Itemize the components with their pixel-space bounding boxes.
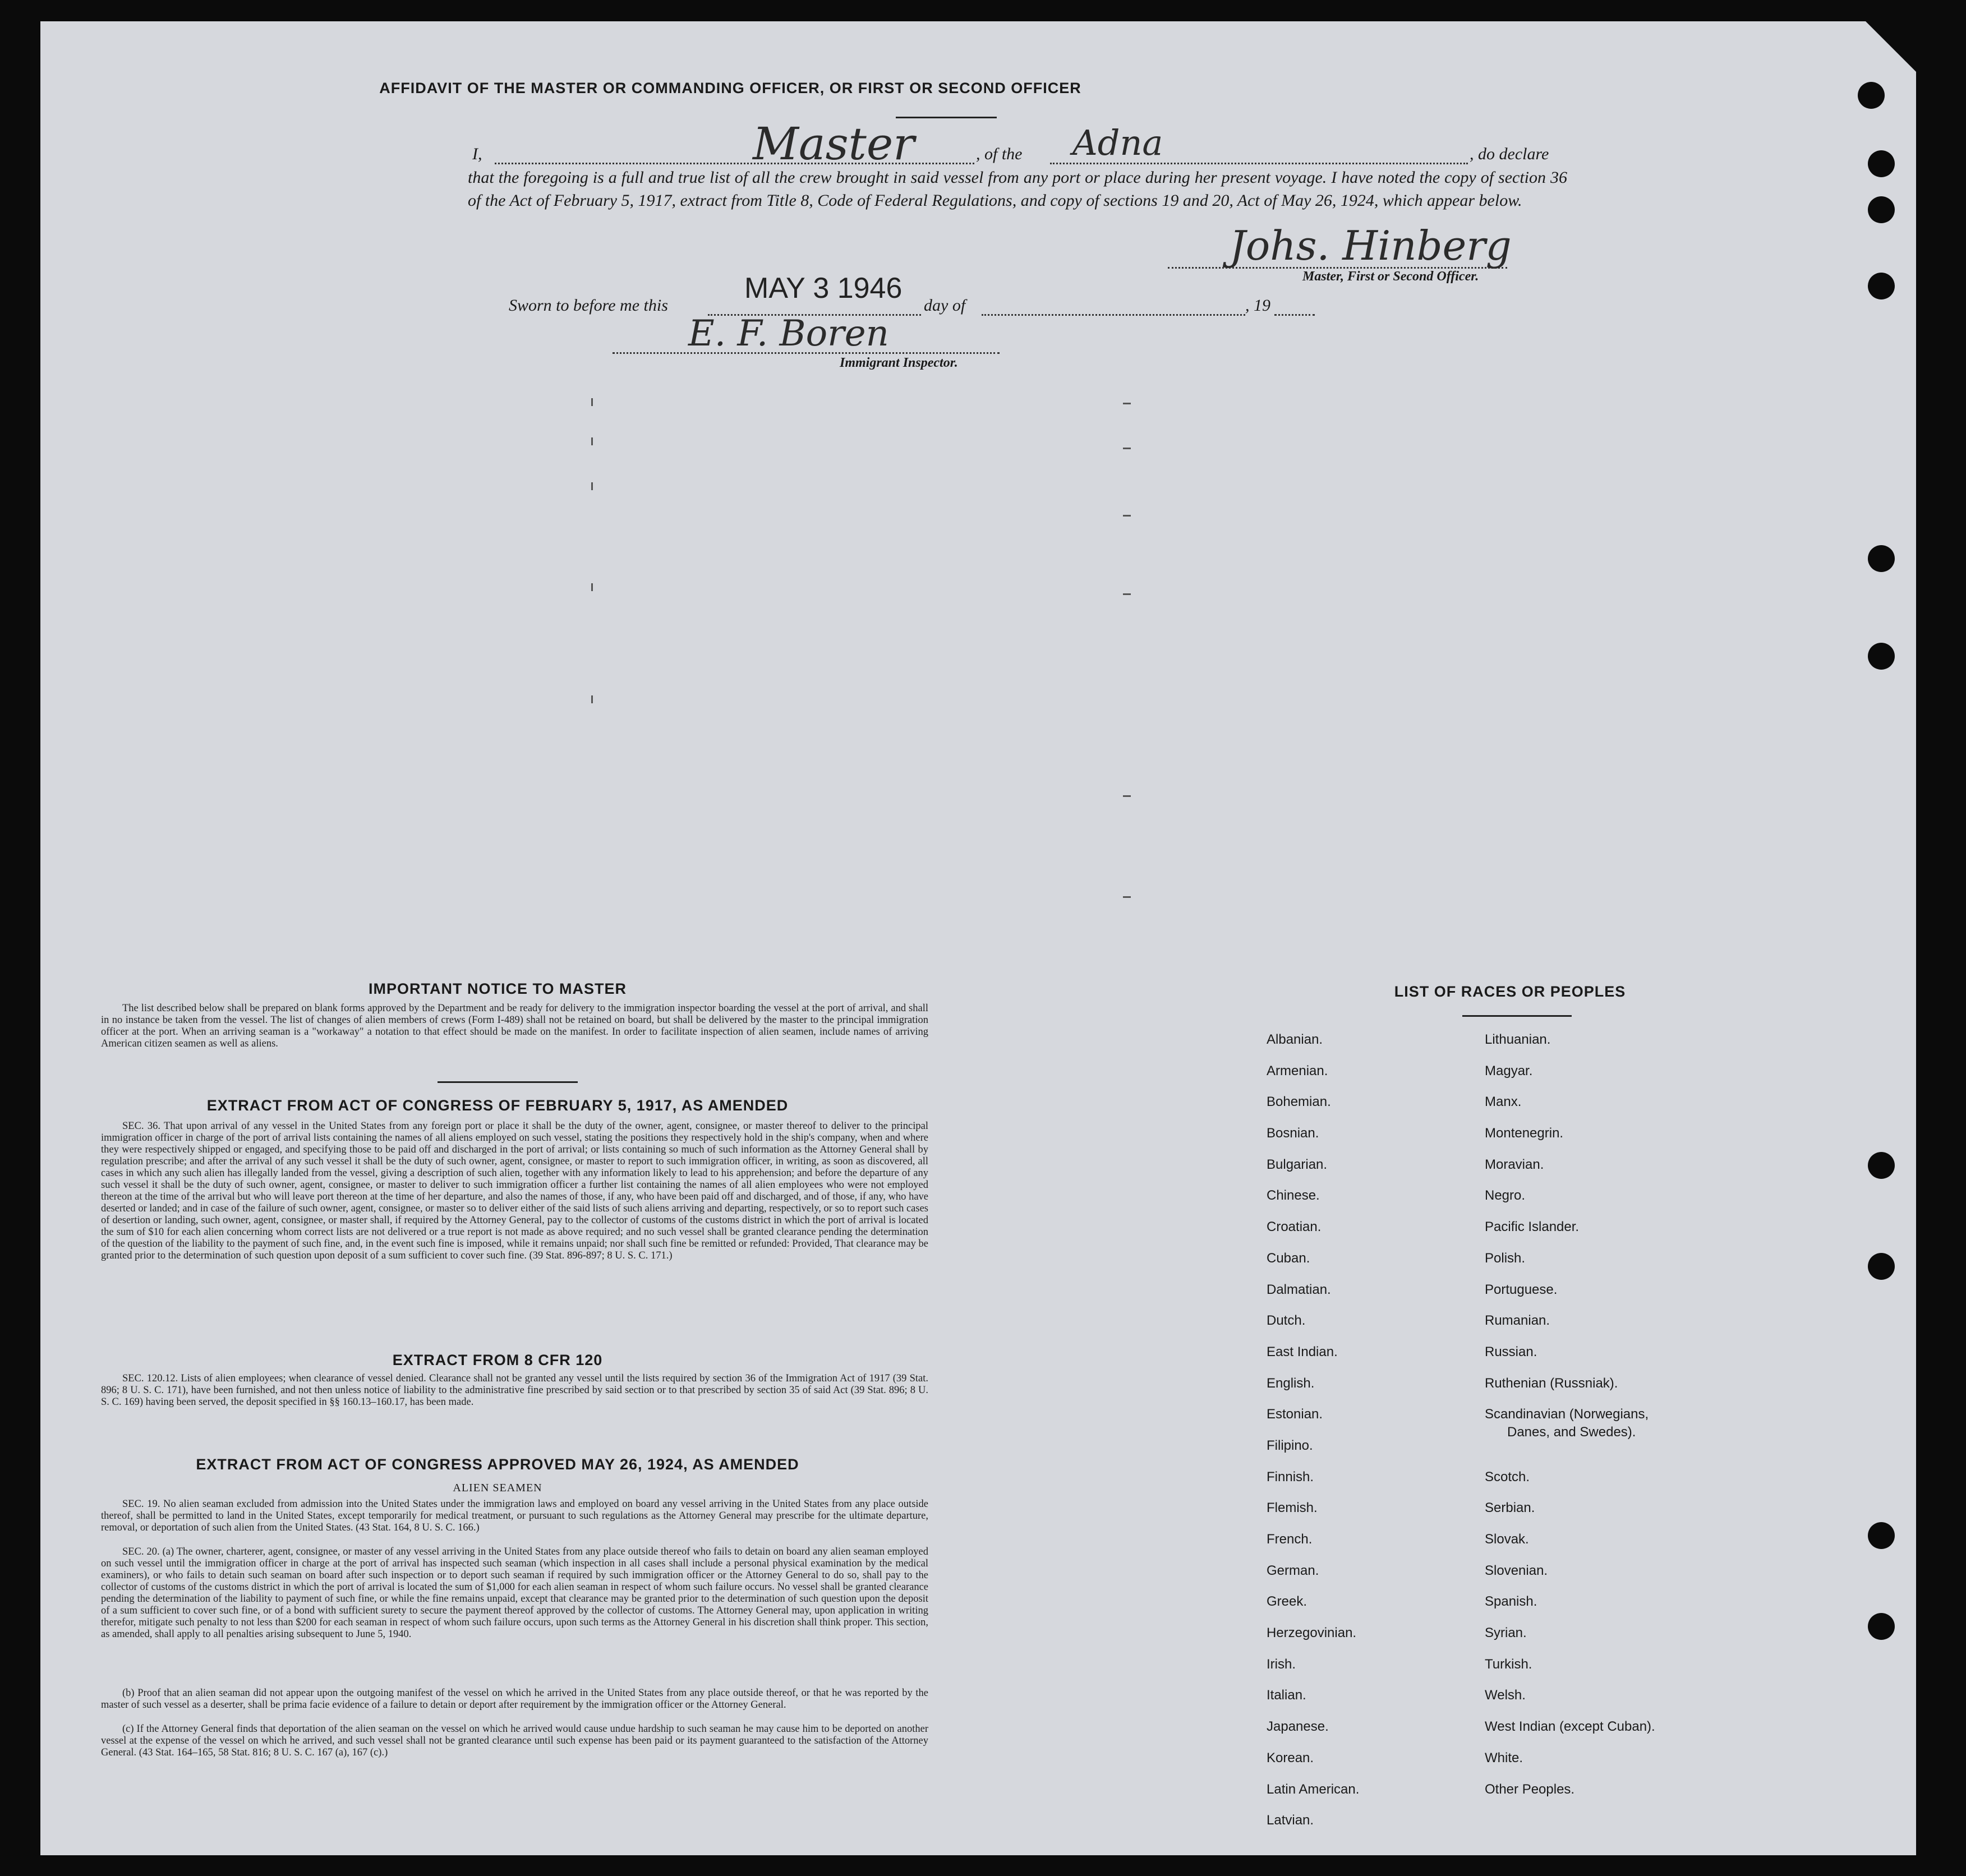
race-item: Serbian. bbox=[1485, 1500, 1535, 1516]
extract-1924-subtitle: ALIEN SEAMEN bbox=[453, 1482, 542, 1494]
race-item: Dalmatian. bbox=[1267, 1282, 1331, 1297]
affidavit-body: that the foregoing is a full and true list of all the crew brought in said vessel from any port or place during her present voyage. I have noted the copy of section 36 of the Act of February 5, 1917, extract from Title 8, Code of Federal Regulations, and copy of sections 19 and 20, Act of May 26, 1924, which appear below. bbox=[468, 168, 1567, 210]
extract-1917-text: SEC. 36. That upon arrival of any vessel in the United States from any foreign port or place it shall be the duty of the owner, agent, consignee, or master thereof to deliver to the principal immigration officer in charge of the port of arrival lists containing the names of all aliens employed on such vessel, stating the positions they respectively hold in the ship's company, when and where they were respectively shipped or engaged, and specifying those to be paid off and discharged in the port of arrival; or lists containing so much of such information as the Attorney General shall by regulation prescribe; and after the arrival of any such vessel it shall be the duty of such owner, agent, consignee, or master to report to such immigration officer, in writing, as soon as discovered, all cases in which any such alien has illegally landed from the vessel, giving a description of such alien, together with any information likely to lead to his apprehension; and before the departure of any such vessel it shall be the duty of such owner, agent, consignee, or master to deliver to such immigration officer a further list containing the names of all alien employees who were not employed thereon at the time of the arrival but who will leave port thereon at the time of her departure, and also the names of those, if any, who have been paid off and discharged, and of those, if any, who have deserted or landed; and in case of the failure of such owner, agent, consignee, or master so to deliver either of the said lists of such aliens arriving and departing, respectively, or so to report such cases of desertion or landing, such owner, agent, consignee, or master shall, if required by the Attorney General, pay to the collector of customs of the customs district in which the port of arrival is located the sum of $10 for each alien concerning whom correct lists are not delivered or a true report is not made as above required; and no such vessel shall be granted clearance pending the determination of the question of the liability to the payment of such fine, and, in the event such fine is imposed, while it remains unpaid; nor shall such fine be remitted or refunded: Provided, That clearance may be granted prior to the determination of such question upon deposit of a sum sufficient to cover such fine. (39 Stat. 896-897; 8 U. S. C. 171.) bbox=[101, 1121, 929, 1261]
race-item: Slovenian. bbox=[1485, 1562, 1548, 1578]
handwritten-vessel: Adna bbox=[1072, 122, 1163, 163]
races-title: LIST OF RACES OR PEOPLES bbox=[1394, 983, 1626, 1000]
race-item: Moravian. bbox=[1485, 1156, 1544, 1172]
extract-1924-sec20a: SEC. 20. (a) The owner, charterer, agent, consignee, or master of any vessel arriving in the United States from any place outside thereof who fails to detain on board any alien seaman employed on such vessel until the immigration officer in charge at the port of arrival has inspected such seaman (which inspection in all cases shall include a personal physical examination by the medical examiners), or who fails to detain such seaman on board after such inspection or to deport such seaman if required by such immigration officer or the Attorney General to do so, shall pay to the collector of customs of the customs district in which the port of arrival is located the sum of $1,000 for each alien seaman in respect of whom such failure occurs. No vessel shall be granted clearance pending the determination of the liability to payment of such fine, or while the fine remains unpaid, except that clearance may be granted prior to the determination of such question upon the deposit of a sum sufficient to cover such fine, or of a bond with sufficient surety to secure the payment thereof approved by the collector of customs. The Attorney General may, upon application in writing therefor, mitigate such penalty to not less than $200 for each seaman in respect of whom such failure occurs, upon such terms as the Attorney General in his discretion shall think proper. This section, as amended, shall apply to all penalties arising subsequent to June 5, 1940. bbox=[101, 1546, 928, 1640]
race-item: Bohemian. bbox=[1267, 1094, 1331, 1110]
race-item: Irish. bbox=[1267, 1656, 1296, 1672]
race-item: Latvian. bbox=[1267, 1813, 1314, 1828]
race-item: Magyar. bbox=[1485, 1063, 1533, 1078]
handwritten-rank: Master bbox=[753, 118, 915, 170]
punch-hole bbox=[1868, 1152, 1895, 1179]
faint-dash bbox=[1123, 795, 1131, 797]
extract-1917-title: EXTRACT FROM ACT OF CONGRESS OF FEBRUARY 5, 1917, AS AMENDED bbox=[206, 1097, 789, 1114]
notice-title: IMPORTANT NOTICE TO MASTER bbox=[369, 980, 627, 997]
race-item: Syrian. bbox=[1485, 1625, 1527, 1641]
race-item: Slovak. bbox=[1485, 1532, 1529, 1547]
punch-hole bbox=[1868, 273, 1895, 299]
race-item: Italian. bbox=[1267, 1688, 1306, 1703]
extract-1924-title: EXTRACT FROM ACT OF CONGRESS APPROVED MAY 26, 1924, AS AMENDED bbox=[196, 1456, 799, 1473]
faint-tick bbox=[591, 482, 593, 490]
race-item: Greek. bbox=[1267, 1594, 1307, 1610]
inspector-caption: Immigrant Inspector. bbox=[840, 356, 958, 370]
punch-hole bbox=[1868, 196, 1895, 223]
race-item: East Indian. bbox=[1267, 1344, 1338, 1359]
race-item: Filipino. bbox=[1267, 1437, 1313, 1453]
race-item: Latin American. bbox=[1267, 1781, 1360, 1797]
race-item: Bosnian. bbox=[1267, 1126, 1319, 1141]
race-item: Montenegrin. bbox=[1485, 1126, 1564, 1141]
race-item: Cuban. bbox=[1267, 1250, 1310, 1266]
race-item: Russian. bbox=[1485, 1344, 1537, 1359]
sworn-month-line bbox=[982, 314, 1245, 316]
sworn-year: , 19 bbox=[1245, 296, 1270, 315]
race-item: Scandinavian (Norwegians, bbox=[1485, 1407, 1649, 1422]
extract-8cfr-text: SEC. 120.12. Lists of alien employees; when clearance of vessel denied. Clearance shall not be granted any vessel until the lists required by section 36 of the Immigration Act of 1917 (39 Stat. 896; 8 U. S. C. 171), have been furnished, and not then unless notice of liability to the administrative fine prescribed by said section or to that prescribed by section 35 of said Act (39 Stat. 896; 8 U. S. C. 169) having been served, the deposit specified in §§ 160.13–160.17, has been made. bbox=[101, 1373, 928, 1408]
races-left-column bbox=[1267, 1031, 1359, 1843]
race-item: Japanese. bbox=[1267, 1719, 1329, 1735]
affidavit-title: AFFIDAVIT OF THE MASTER OR COMMANDING OFFICER, OR FIRST OR SECOND OFFICER bbox=[379, 80, 1081, 96]
faint-dash bbox=[1123, 448, 1131, 449]
punch-hole bbox=[1868, 1522, 1895, 1549]
inspector-signature: E. F. Boren bbox=[688, 313, 889, 354]
extract-1924-sec20c: (c) If the Attorney General finds that deportation of the alien seaman on the vessel on which he arrived would cause undue hardship to such seaman he may cause him to be deported on another vessel at the expense of the vessel on which he arrived, and such vessel shall not be granted clearance until such expense has been paid or its payment guaranteed to the satisfaction of the Attorney General. (43 Stat. 164–165, 58 Stat. 816; 8 U. S. C. 167 (a), 167 (c).) bbox=[101, 1723, 928, 1758]
race-item: Ruthenian (Russniak). bbox=[1485, 1375, 1618, 1391]
race-item: Armenian. bbox=[1267, 1063, 1328, 1078]
race-item: Bulgarian. bbox=[1267, 1156, 1328, 1172]
punch-hole bbox=[1868, 1613, 1895, 1640]
faint-dash bbox=[1123, 515, 1131, 517]
race-item: Spanish. bbox=[1485, 1594, 1537, 1610]
notice-text: The list described below shall be prepared on blank forms approved by the Department and be ready for delivery to the immigration inspector boarding the vessel at the port of arrival, and shall in no instance be taken from the vessel. The list of changes of alien members of crews (Form I-489) shall not be retained on board, but shall be delivered by the master to the principal immigration officer at the port. When an arriving seaman is a "workaway" a notation to that effect should be made on the manifest. In order to facilitate inspection of alien seamen, include names of arriving American citizen seamen as well as aliens. bbox=[101, 1003, 928, 1049]
affidavit-of-the: , of the bbox=[976, 145, 1023, 163]
race-item: Portuguese. bbox=[1485, 1282, 1558, 1297]
race-item: Flemish. bbox=[1267, 1500, 1318, 1516]
extract-1924-sec20b: (b) Proof that an alien seaman did not appear upon the outgoing manifest of the vessel on which he arrived in the United States from any place outside thereof, or that he was reported by the master of such vessel as a deserter, shall be prima facie evidence of a failure to detain or deport after requirement by the immigration officer or the Attorney General. bbox=[101, 1688, 928, 1711]
race-item: Albanian. bbox=[1267, 1032, 1323, 1047]
race-item: English. bbox=[1267, 1375, 1315, 1391]
race-item: Korean. bbox=[1267, 1750, 1314, 1766]
race-item: Herzegovinian. bbox=[1267, 1625, 1357, 1641]
extract-8cfr-title: EXTRACT FROM 8 CFR 120 bbox=[392, 1352, 603, 1368]
races-right-column bbox=[1485, 1031, 1655, 1812]
faint-tick bbox=[591, 583, 593, 591]
notice-rule bbox=[438, 1081, 578, 1083]
punch-hole bbox=[1868, 150, 1895, 177]
sworn-prefix: Sworn to before me this bbox=[509, 296, 668, 315]
race-item: Welsh. bbox=[1485, 1688, 1526, 1703]
affidavit-i: I, bbox=[472, 145, 482, 163]
punch-hole bbox=[1868, 643, 1895, 670]
faint-tick bbox=[591, 695, 593, 703]
extract-1924-sec19: SEC. 19. No alien seaman excluded from admission into the United States under the immigration laws and employed on board any vessel arriving in the United States from any place outside thereof, shall be permitted to land in the United States, except temporarily for medical treatment, or pursuant to such regulations as the Attorney General may prescribe for the ultimate departure, removal, or deportation of such alien from the United States. (43 Stat. 164, 8 U. S. C. 166.) bbox=[101, 1499, 928, 1533]
race-item: Finnish. bbox=[1267, 1469, 1314, 1485]
punch-hole bbox=[1868, 1253, 1895, 1280]
race-item: Croatian. bbox=[1267, 1219, 1322, 1235]
faint-tick bbox=[591, 398, 593, 406]
sworn-year-line bbox=[1274, 314, 1315, 316]
race-item: Chinese. bbox=[1267, 1188, 1320, 1204]
races-rule bbox=[1462, 1015, 1572, 1017]
race-item: German. bbox=[1267, 1562, 1319, 1578]
race-item: Turkish. bbox=[1485, 1656, 1532, 1672]
race-item: Dutch. bbox=[1267, 1313, 1306, 1329]
race-item: Pacific Islander. bbox=[1485, 1219, 1580, 1235]
race-item: Lithuanian. bbox=[1485, 1032, 1551, 1047]
faint-dash bbox=[1123, 896, 1131, 898]
faint-dash bbox=[1123, 593, 1131, 595]
race-item: Rumanian. bbox=[1485, 1313, 1550, 1329]
race-item: Danes, and Swedes). bbox=[1507, 1425, 1636, 1440]
punch-hole bbox=[1858, 82, 1885, 109]
race-item: White. bbox=[1485, 1750, 1523, 1766]
race-item: Other Peoples. bbox=[1485, 1781, 1575, 1797]
race-item: Scotch. bbox=[1485, 1469, 1530, 1485]
race-item: Negro. bbox=[1485, 1188, 1526, 1204]
faint-dash bbox=[1123, 403, 1131, 404]
affidavit-declare: , do declare bbox=[1470, 145, 1549, 163]
race-item: Manx. bbox=[1485, 1094, 1522, 1110]
race-item: Estonian. bbox=[1267, 1407, 1323, 1422]
race-item: French. bbox=[1267, 1532, 1313, 1547]
document-page bbox=[40, 21, 1916, 1855]
signature-caption: Master, First or Second Officer. bbox=[1302, 269, 1479, 284]
race-item: Polish. bbox=[1485, 1250, 1526, 1266]
sworn-day-of: day of bbox=[924, 296, 966, 315]
faint-tick bbox=[591, 437, 593, 445]
race-item: West Indian (except Cuban). bbox=[1485, 1719, 1655, 1735]
date-stamp: MAY 3 1946 bbox=[744, 272, 903, 305]
punch-hole bbox=[1868, 545, 1895, 572]
master-signature: Johs. Hinberg bbox=[1230, 222, 1512, 269]
